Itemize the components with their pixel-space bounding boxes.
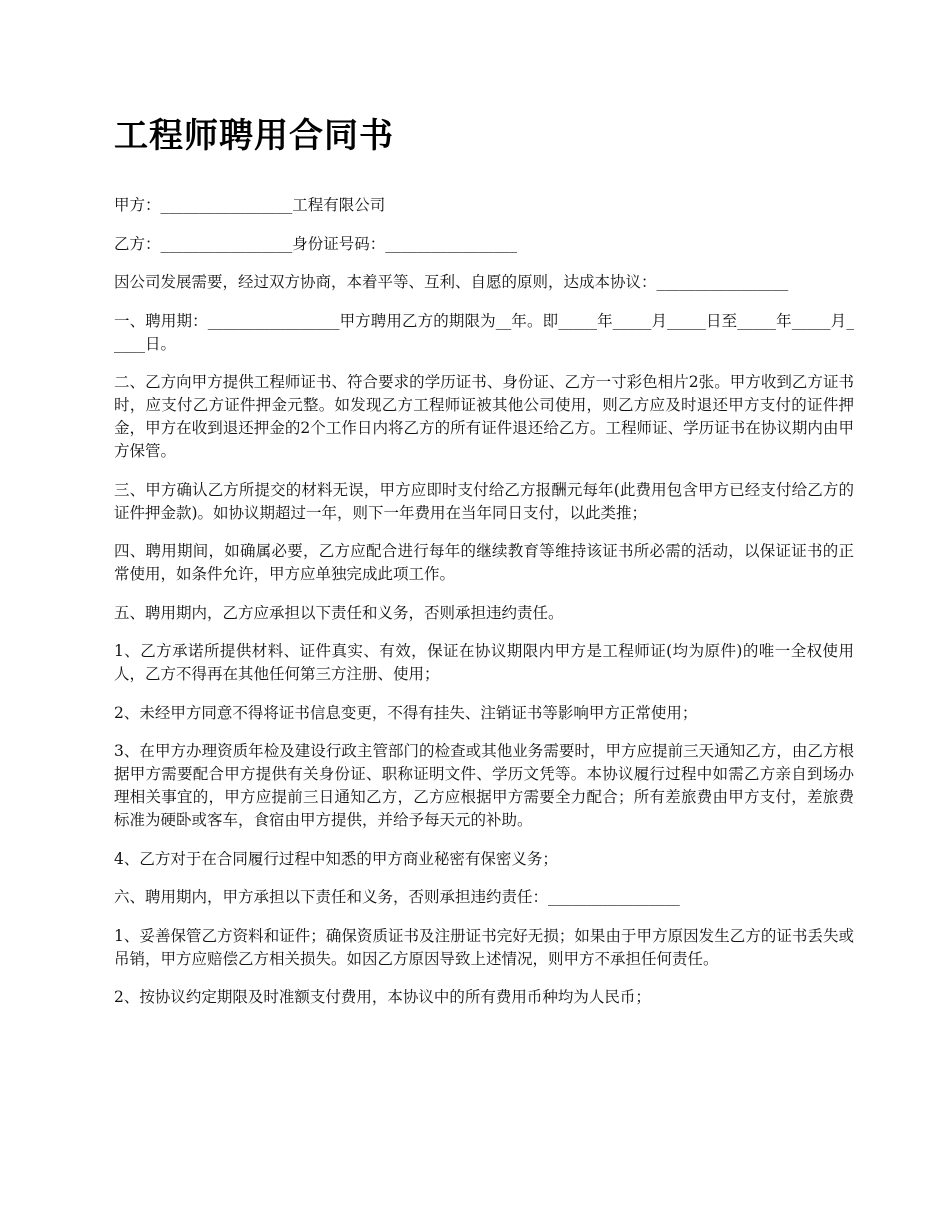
clause-6-item-2: 2、按协议约定期限及时准额支付费用，本协议中的所有费用币种均为人民币； <box>114 988 651 1006</box>
party-b-line: 乙方：_________________身份证号码：_________________ <box>114 234 518 253</box>
clause-5-party-b-duties: 五、聘用期内，乙方应承担以下责任和义务，否则承担违约责任。 <box>114 603 564 622</box>
clause-4-continuing-education: 四、聘用期间，如确属必要，乙方应配合进行每年的继续教育等维持该证书所必需的活动，以保证证书的正常使用，如条件允许，甲方应单独完成此项工作。 <box>114 542 854 583</box>
clause-1-employment-term: 一、聘用期：_________________甲方聘用乙方的期限为__年。即_____年_____月_____日至_____年_____月_____日。 <box>114 311 854 353</box>
document-page <box>114 112 854 1025</box>
clause-2-certificates: 二、乙方向甲方提供工程师证书、符合要求的学历证书、身份证、乙方一寸彩色相片2张。甲方收到乙方证书时，应支付乙方证件押金元整。如发现乙方工程师证被其他公司使用，则乙方应及时退还甲方支付的证件押金，甲方在收到退还押金的2个工作日内将乙方的所有证件退还给乙方。工程师证、学历证书在协议期内由甲方保管。 <box>114 373 854 460</box>
clause-5-item-2: 2、未经甲方同意不得将证书信息变更，不得有挂失、注销证书等影响甲方正常使用； <box>114 703 698 722</box>
clause-3-payment: 三、甲方确认乙方所提交的材料无误，甲方应即时支付给乙方报酬元每年(此费用包含甲方已经支付给乙方的证件押金款)。如协议期超过一年，则下一年费用在当年同日支付，以此类推； <box>114 480 854 522</box>
document-title: 工程师聘用合同书 <box>114 116 394 156</box>
party-a-line: 甲方：_________________工程有限公司 <box>114 196 386 214</box>
preamble-paragraph: 因公司发展需要，经过双方协商，本着平等、互利、自愿的原则，达成本协议：_________________ <box>114 273 789 291</box>
clause-5-item-4: 4、乙方对于在合同履行过程中知悉的甲方商业秘密有保密义务； <box>114 849 558 868</box>
clause-6-item-1: 1、妥善保管乙方资料和证件；确保资质证书及注册证书完好无损；如果由于甲方原因发生乙方的证书丢失或吊销，甲方应赔偿乙方相关损失。如因乙方原因导致上述情况，则甲方不承担任何责任。 <box>114 926 854 968</box>
clause-6-party-a-duties: 六、聘用期内，甲方承担以下责任和义务，否则承担违约责任：_________________ <box>114 888 680 906</box>
clause-5-item-1: 1、乙方承诺所提供材料、证件真实、有效，保证在协议期限内甲方是工程师证(均为原件)的唯一全权使用人，乙方不得再在其他任何第三方注册、使用； <box>114 642 854 683</box>
clause-5-item-3: 3、在甲方办理资质年检及建设行政主管部门的检查或其他业务需要时，甲方应提前三天通知乙方，由乙方根据甲方需要配合甲方提供有关身份证、职称证明文件、学历文凭等。本协议履行过程中如需乙方亲自到场办理相关事宜的，甲方应提前三日通知乙方，乙方应根据甲方需要全力配合；所有差旅费由甲方支付，差旅费标准为硬卧或客车，食宿由甲方提供，并给予每天元的补助。 <box>114 742 854 829</box>
